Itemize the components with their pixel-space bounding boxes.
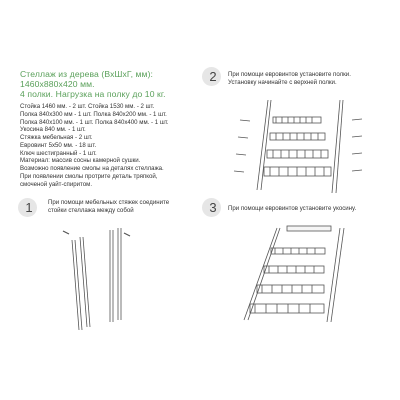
- step-3-text: [228, 205, 356, 213]
- spec-line: Стяжка мебельная - 2 шт.: [20, 134, 93, 141]
- spec-line: Евровинт 5х50 мм. - 18 шт.: [20, 141, 97, 149]
- spec-line: Полка 840х100 мм. - 1 шт. Полка 840х400 мм. - 1 шт.: [20, 118, 169, 126]
- step-3-brace-illustration: [244, 226, 344, 322]
- step-1-text-line: При помощи мебельных стяжек соедините: [48, 199, 170, 206]
- step-2-number: 2: [206, 70, 220, 84]
- spec-line: Укосина 840 мм. - 1 шт.: [20, 126, 86, 134]
- spec-line: Возможно появление смолы на деталях стеллажа.: [20, 165, 164, 172]
- spec-line: При появлении смолы протрите деталь тряпкой,: [20, 172, 158, 180]
- spec-line: Материал: массив сосны камерной сушки.: [20, 157, 141, 165]
- spec-title-line: Стеллаж из дерева (ВхШхГ, мм):: [20, 69, 154, 79]
- spec-line: Полка 840х300 мм - 1 шт. Полка 840х200 мм. - 1 шт.: [20, 110, 167, 118]
- step-1-text: [48, 199, 169, 214]
- step-1-number: 1: [22, 201, 36, 215]
- spec-line: смоченой уайт-спиритом.: [20, 180, 93, 188]
- step-3-text-line: При помощи евровинтов установите укосину.: [228, 205, 357, 212]
- step-1-posts-illustration: [63, 228, 130, 330]
- spec-title-line: 4 полки. Нагрузка на полку до 10 кг.: [20, 89, 166, 99]
- spec-line: Ключ шестигранный - 1 шт.: [20, 149, 97, 157]
- step-3-number: 3: [206, 201, 220, 215]
- step-2-text-line: При помощи евровинтов установите полки.: [228, 71, 351, 78]
- step-2-text-line: Установку начинайте с верхней полки.: [228, 78, 337, 86]
- step-2-shelves-illustration: [234, 100, 362, 193]
- step-2-text: [228, 71, 351, 86]
- step-1-text-line: стойки стеллажа между собой: [48, 206, 134, 214]
- spec-line: Стойка 1460 мм. - 2 шт. Стойка 1530 мм. - 2 шт.: [20, 103, 155, 110]
- spec-title-line: 1460х880х420 мм.: [20, 79, 95, 89]
